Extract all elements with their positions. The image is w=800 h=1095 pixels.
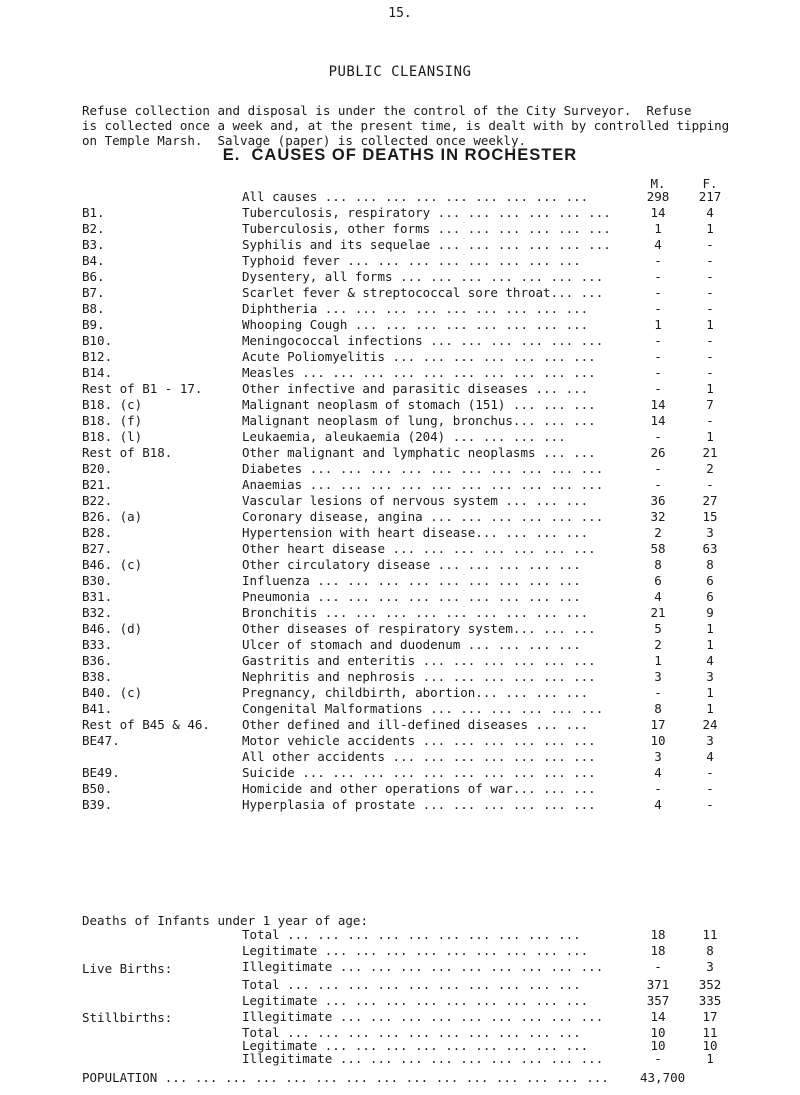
male-count: - xyxy=(654,349,662,364)
female-count: 1 xyxy=(706,701,714,716)
male-count: 18 xyxy=(650,943,666,958)
cause-code: B50. xyxy=(82,781,113,796)
cause-name: Coronary disease, angina ... ... ... ... ... ... xyxy=(242,509,604,524)
female-count: 8 xyxy=(706,557,714,572)
female-count: - xyxy=(706,301,714,316)
population-label: POPULATION ... ... ... ... ... ... ... ... ... ... ... ... ... ... ... xyxy=(82,1070,609,1085)
male-count: 26 xyxy=(650,445,666,460)
female-count: 4 xyxy=(706,653,714,668)
male-count: 5 xyxy=(654,621,662,636)
cause-code: B10. xyxy=(82,333,113,348)
cause-name: Leukaemia, aleukaemia (204) ... ... ... ... xyxy=(242,429,566,444)
male-count: - xyxy=(654,301,662,316)
male-count: 8 xyxy=(654,701,662,716)
cause-name: Typhoid fever ... ... ... ... ... ... ... ... xyxy=(242,253,581,268)
cause-name: Nephritis and nephrosis ... ... ... ... ... ... xyxy=(242,669,596,684)
cause-name: Anaemias ... ... ... ... ... ... ... ... ... ... xyxy=(242,477,604,492)
male-count: 21 xyxy=(650,605,666,620)
male-count: 3 xyxy=(654,669,662,684)
male-count: 4 xyxy=(654,797,662,812)
female-count: 8 xyxy=(706,943,714,958)
stillbirths-row-label: Legitimate ... ... ... ... ... ... ... ... ... xyxy=(242,1038,589,1053)
cause-name: Malignant neoplasm of lung, bronchus... ... ... xyxy=(242,413,596,428)
female-count: 6 xyxy=(706,589,714,604)
female-count: 27 xyxy=(702,493,718,508)
male-count: 17 xyxy=(650,717,666,732)
female-count: - xyxy=(706,781,714,796)
female-count: 2 xyxy=(706,461,714,476)
male-count: - xyxy=(654,781,662,796)
cause-code: B20. xyxy=(82,461,113,476)
cause-code: B18. (c) xyxy=(82,397,143,412)
male-count: 1 xyxy=(654,221,662,236)
cause-code: B40. (c) xyxy=(82,685,143,700)
cause-name: Motor vehicle accidents ... ... ... ... ... ... xyxy=(242,733,596,748)
cause-name: Pregnancy, childbirth, abortion... ... ... ... xyxy=(242,685,589,700)
cause-name: Ulcer of stomach and duodenum ... ... ... ... xyxy=(242,637,581,652)
female-count: - xyxy=(706,365,714,380)
cause-code: B14. xyxy=(82,365,113,380)
stillbirths-label: Stillbirths: xyxy=(82,1010,173,1025)
male-column-header: M. xyxy=(650,176,666,191)
cause-code: B28. xyxy=(82,525,113,540)
female-count: 3 xyxy=(706,733,714,748)
cause-code: B32. xyxy=(82,605,113,620)
female-count: - xyxy=(706,765,714,780)
cause-name: Syphilis and its sequelae ... ... ... ... ... ... xyxy=(242,237,611,252)
cause-code: B8. xyxy=(82,301,105,316)
male-count: - xyxy=(654,333,662,348)
female-count: 63 xyxy=(702,541,718,556)
male-count: 8 xyxy=(654,557,662,572)
cause-row xyxy=(0,797,800,815)
cause-name: Other defined and ill-defined diseases ... ... xyxy=(242,717,589,732)
cause-code: B21. xyxy=(82,477,113,492)
male-count: 357 xyxy=(646,993,670,1008)
cause-code: Rest of B18. xyxy=(82,445,173,460)
cause-name: Diabetes ... ... ... ... ... ... ... ... ... ... xyxy=(242,461,604,476)
cause-code: B46. (d) xyxy=(82,621,143,636)
cause-code: B36. xyxy=(82,653,113,668)
female-count: 11 xyxy=(702,1025,718,1040)
cause-name: Other heart disease ... ... ... ... ... ... ... xyxy=(242,541,596,556)
male-count: 32 xyxy=(650,509,666,524)
cause-code: B18. (l) xyxy=(82,429,143,444)
cause-name: Congenital Malformations ... ... ... ... ... ... xyxy=(242,701,604,716)
cause-name: Homicide and other operations of war... ... ... xyxy=(242,781,596,796)
live_births-row-label: Legitimate ... ... ... ... ... ... ... ... ... xyxy=(242,993,589,1008)
female-count: 21 xyxy=(702,445,718,460)
cause-name: Other diseases of respiratory system... ... ... xyxy=(242,621,596,636)
cause-code: B31. xyxy=(82,589,113,604)
female-count: 17 xyxy=(702,1009,718,1024)
cause-code: Rest of B1 - 17. xyxy=(82,381,203,396)
female-count: 3 xyxy=(706,669,714,684)
female-count: 1 xyxy=(706,685,714,700)
cause-name: Acute Poliomyelitis ... ... ... ... ... ... ... xyxy=(242,349,596,364)
cause-name: Scarlet fever & streptococcal sore throat... ... xyxy=(242,285,604,300)
cause-name: All causes ... ... ... ... ... ... ... ... ... xyxy=(242,189,589,204)
female-count: - xyxy=(706,237,714,252)
cause-code: B33. xyxy=(82,637,113,652)
female-count: 15 xyxy=(702,509,718,524)
male-count: - xyxy=(654,285,662,300)
cause-code: B26. (a) xyxy=(82,509,143,524)
male-count: - xyxy=(654,959,662,974)
female-count: - xyxy=(706,797,714,812)
cause-name: Influenza ... ... ... ... ... ... ... ... ... xyxy=(242,573,581,588)
cause-code: B1. xyxy=(82,205,105,220)
cause-name: Tuberculosis, other forms ... ... ... ... ... ... xyxy=(242,221,611,236)
male-count: 6 xyxy=(654,573,662,588)
female-count: 352 xyxy=(698,977,722,992)
cause-code: B2. xyxy=(82,221,105,236)
infant_deaths-row-label: Illegitimate ... ... ... ... ... ... ... ... ... xyxy=(242,959,604,974)
female-count: 1 xyxy=(706,429,714,444)
female-count: 7 xyxy=(706,397,714,412)
female-count: 3 xyxy=(706,525,714,540)
male-count: 4 xyxy=(654,237,662,252)
female-count: 1 xyxy=(706,221,714,236)
cause-name: Diphtheria ... ... ... ... ... ... ... ... ... xyxy=(242,301,589,316)
cause-name: Dysentery, all forms ... ... ... ... ... ... ... xyxy=(242,269,604,284)
cause-name: Pneumonia ... ... ... ... ... ... ... ... ... xyxy=(242,589,581,604)
female-count: 11 xyxy=(702,927,718,942)
male-count: 58 xyxy=(650,541,666,556)
live_births-row-label: Total ... ... ... ... ... ... ... ... ... ... xyxy=(242,977,581,992)
female-count: - xyxy=(706,333,714,348)
infant_deaths-row-label: Total ... ... ... ... ... ... ... ... ... ... xyxy=(242,927,581,942)
cause-code: B30. xyxy=(82,573,113,588)
cause-code: B9. xyxy=(82,317,105,332)
cause-code: Rest of B45 & 46. xyxy=(82,717,210,732)
cause-code: B22. xyxy=(82,493,113,508)
female-count: - xyxy=(706,349,714,364)
female-count: 1 xyxy=(706,317,714,332)
cause-name: Meningococcal infections ... ... ... ... ... ... xyxy=(242,333,604,348)
intro-line-3: on Temple Marsh. Salvage (paper) is collected once weekly. xyxy=(82,133,527,148)
male-count: - xyxy=(654,685,662,700)
female-count: - xyxy=(706,253,714,268)
female-count: 335 xyxy=(698,993,722,1008)
cause-name: Whooping Cough ... ... ... ... ... ... ... ... xyxy=(242,317,589,332)
stillbirths-row-label: Total ... ... ... ... ... ... ... ... ... ... xyxy=(242,1025,581,1040)
cause-code: B18. (f) xyxy=(82,413,143,428)
cause-code: B38. xyxy=(82,669,113,684)
female-count: 1 xyxy=(706,637,714,652)
cause-name: Gastritis and enteritis ... ... ... ... ... ... xyxy=(242,653,596,668)
male-count: 36 xyxy=(650,493,666,508)
male-count: 18 xyxy=(650,927,666,942)
cause-code: B39. xyxy=(82,797,113,812)
cause-code: B12. xyxy=(82,349,113,364)
female-count: 9 xyxy=(706,605,714,620)
cause-code: BE47. xyxy=(82,733,120,748)
male-count: 14 xyxy=(650,205,666,220)
male-count: 1 xyxy=(654,653,662,668)
page-title: PUBLIC CLEANSING xyxy=(328,64,472,80)
live_births-row-label: Illegitimate ... ... ... ... ... ... ... ... ... xyxy=(242,1009,604,1024)
female-count: - xyxy=(706,269,714,284)
cause-name: Measles ... ... ... ... ... ... ... ... ... ... xyxy=(242,365,596,380)
cause-code: B46. (c) xyxy=(82,557,143,572)
male-count: 4 xyxy=(654,589,662,604)
cause-code: B7. xyxy=(82,285,105,300)
cause-name: Hyperplasia of prostate ... ... ... ... ... ... xyxy=(242,797,596,812)
cause-name: Vascular lesions of nervous system ... ... ... xyxy=(242,493,589,508)
cause-name: Tuberculosis, respiratory ... ... ... ... ... ... xyxy=(242,205,611,220)
male-count: 1 xyxy=(654,317,662,332)
stillbirths-row xyxy=(0,1051,800,1069)
cause-code: B27. xyxy=(82,541,113,556)
cause-code: BE49. xyxy=(82,765,120,780)
infant-deaths-label: Deaths of Infants under 1 year of age: xyxy=(82,913,368,928)
cause-code: B6. xyxy=(82,269,105,284)
cause-name: Bronchitis ... ... ... ... ... ... ... ... ... xyxy=(242,605,589,620)
male-count: 371 xyxy=(646,977,670,992)
male-count: 2 xyxy=(654,637,662,652)
infant_deaths-row-label: Legitimate ... ... ... ... ... ... ... ... ... xyxy=(242,943,589,958)
male-count: 298 xyxy=(646,189,670,204)
male-count: - xyxy=(654,365,662,380)
population-value: 43,700 xyxy=(640,1070,686,1085)
male-count: - xyxy=(654,269,662,284)
female-count: 1 xyxy=(706,1051,714,1066)
female-count: - xyxy=(706,477,714,492)
male-count: 14 xyxy=(650,413,666,428)
live-births-label: Live Births: xyxy=(82,961,173,976)
page-number: 15. xyxy=(388,6,412,21)
male-count: 14 xyxy=(650,1009,666,1024)
intro-line-2: is collected once a week and, at the present time, is dealt with by controlled tipping xyxy=(82,118,730,133)
male-count: 10 xyxy=(650,1038,666,1053)
male-count: 10 xyxy=(650,1025,666,1040)
male-count: 2 xyxy=(654,525,662,540)
female-count: 6 xyxy=(706,573,714,588)
male-count: 14 xyxy=(650,397,666,412)
female-count: 217 xyxy=(698,189,722,204)
cause-name: Other infective and parasitic diseases ... ... xyxy=(242,381,589,396)
cause-name: Suicide ... ... ... ... ... ... ... ... ... ... xyxy=(242,765,596,780)
female-column-header: F. xyxy=(702,176,718,191)
male-count: - xyxy=(654,1051,662,1066)
male-count: 3 xyxy=(654,749,662,764)
male-count: - xyxy=(654,253,662,268)
female-count: 1 xyxy=(706,621,714,636)
female-count: 3 xyxy=(706,959,714,974)
male-count: 10 xyxy=(650,733,666,748)
male-count: 4 xyxy=(654,765,662,780)
cause-name: All other accidents ... ... ... ... ... ... ... xyxy=(242,749,596,764)
female-count: - xyxy=(706,413,714,428)
intro-line-1: Refuse collection and disposal is under the control of the City Surveyor. Refuse xyxy=(82,103,692,118)
male-count: - xyxy=(654,477,662,492)
male-count: - xyxy=(654,429,662,444)
cause-name: Other malignant and lymphatic neoplasms ... ... xyxy=(242,445,596,460)
male-count: - xyxy=(654,381,662,396)
male-count: - xyxy=(654,461,662,476)
section-heading: E. CAUSES OF DEATHS IN ROCHESTER xyxy=(222,146,578,164)
cause-name: Hypertension with heart disease... ... ... ... xyxy=(242,525,589,540)
cause-name: Other circulatory disease ... ... ... ... ... xyxy=(242,557,581,572)
female-count: - xyxy=(706,285,714,300)
stillbirths-row-label: Illegitimate ... ... ... ... ... ... ... ... ... xyxy=(242,1051,604,1066)
female-count: 1 xyxy=(706,381,714,396)
cause-code: B3. xyxy=(82,237,105,252)
female-count: 24 xyxy=(702,717,718,732)
female-count: 4 xyxy=(706,749,714,764)
cause-code: B4. xyxy=(82,253,105,268)
cause-name: Malignant neoplasm of stomach (151) ... ... ... xyxy=(242,397,596,412)
female-count: 10 xyxy=(702,1038,718,1053)
cause-code: B41. xyxy=(82,701,113,716)
female-count: 4 xyxy=(706,205,714,220)
